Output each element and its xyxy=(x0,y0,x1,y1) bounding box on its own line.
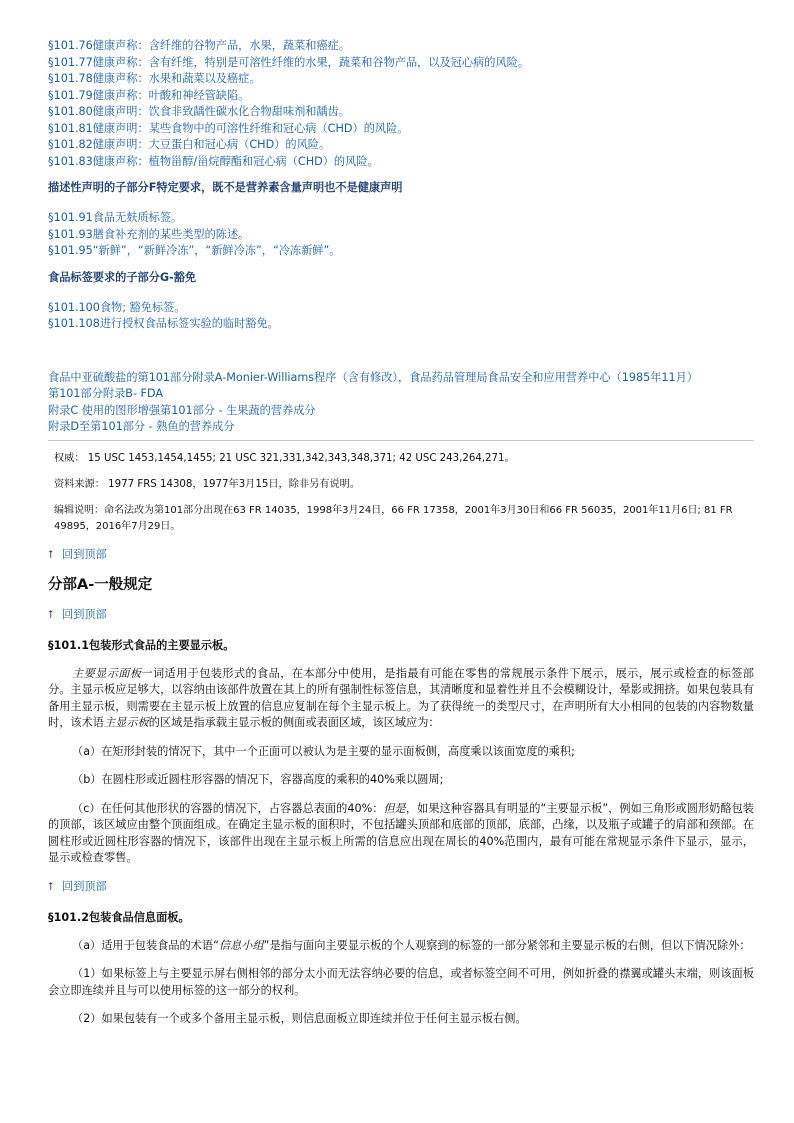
toc-link-appendix-c[interactable]: 附录C 使用的图形增强第101部分 - 生果蔬的营养成分 xyxy=(48,403,316,417)
back-to-top-label[interactable]: 回到顶部 xyxy=(62,879,107,893)
toc-subpart-f xyxy=(48,210,754,260)
back-to-top-link[interactable] xyxy=(48,607,754,623)
section-101-1-item-a: （a）在矩形封装的情况下，其中一个正面可以被认为是主要的显示面板侧，高度乘以该面宽度的乘积; xyxy=(72,744,575,758)
toc-link-101-108[interactable]: §101.108进行授权食品标签实验的临时豁免。 xyxy=(48,317,279,330)
authority-note: 权威： 15 USC 1453,1454,1455; 21 USC 321,331,342,343,348,371; 42 USC 243,264,271。 xyxy=(54,452,515,464)
source-note: 资料来源： 1977 FRS 14308，1977年3月15日，除非另有说明。 xyxy=(54,478,361,490)
term-principal-display-panel: 主要显示面板 xyxy=(72,666,142,680)
editorial-note: 编辑说明：命名法改为第101部分出现在63 FR 14035，1998年3月24日，66 FR 17358，2001年3月30日和66 FR 56035，2001年11月6日; 81 FR 49895，2016年7月29日。 xyxy=(54,504,733,532)
subpart-f-heading: 描述性声明的子部分F特定要求，既不是营养素含量声明也不是健康声明 xyxy=(48,181,403,194)
toc-link-appendix-b[interactable]: 第101部分附录B- FDA xyxy=(48,387,164,400)
toc-link-101-79[interactable]: §101.79健康声称：叶酸和神经管缺陷。 xyxy=(48,88,250,102)
toc-appendices xyxy=(48,370,754,436)
section-101-1-title: §101.1包装形式食品的主要显示板。 xyxy=(48,638,235,652)
toc-link-appendix-d[interactable]: 附录D至第101部分 - 熟鱼的营养成分 xyxy=(48,420,235,433)
toc-link-101-93[interactable]: §101.93膳食补充剂的某些类型的陈述。 xyxy=(48,227,250,241)
toc-subpart-g xyxy=(48,300,754,333)
back-to-top-label[interactable]: 回到顶部 xyxy=(62,547,107,561)
toc-link-101-83[interactable]: §101.83健康声称：植物甾醇/甾烷醇酯和冠心病（CHD）的风险。 xyxy=(48,154,379,168)
toc-link-101-80[interactable]: §101.80健康声明：饮食非致龋性碳水化合物甜味剂和龋齿。 xyxy=(48,105,351,118)
toc-link-101-81[interactable]: §101.81健康声明：某些食物中的可溶性纤维和冠心病（CHD）的风险。 xyxy=(48,121,409,135)
toc-link-101-78[interactable]: §101.78健康声称：水果和蔬菜以及癌症。 xyxy=(48,72,261,85)
toc-link-appendix-a[interactable]: 食品中亚硫酸盐的第101部分附录A-Monier-Williams程序（含有修改），食品药品管理局食品安全和应用营养中心（1985年11月） xyxy=(48,370,699,384)
back-to-top-link[interactable] xyxy=(48,879,754,895)
toc-link-101-76[interactable]: §101.76健康声称：含纤维的谷物产品，水果，蔬菜和癌症。 xyxy=(48,39,351,52)
arrow-up-icon: ⭡ xyxy=(48,547,54,561)
arrow-up-icon: ⭡ xyxy=(48,879,54,893)
toc-link-101-91[interactable]: §101.91食品无麸质标签。 xyxy=(48,211,183,224)
divider xyxy=(48,440,754,441)
subpart-g-heading: 食品标签要求的子部分G-豁免 xyxy=(48,270,197,284)
section-101-2-item-2: （2）如果包装有一个或多个备用主显示板，则信息面板立即连续并位于任何主显示板右侧。 xyxy=(72,1012,527,1025)
section-101-1-item-b: （b）在圆柱形或近圆柱形容器的情况下，容器高度的乘积的40%乘以圆周; xyxy=(72,773,444,786)
section-101-2-title: §101.2包装食品信息面板。 xyxy=(48,910,190,924)
toc-link-101-77[interactable]: §101.77健康声称：含有纤维，特别是可溶性纤维的水果，蔬菜和谷物产品，以及冠心病的风险。 xyxy=(48,55,530,69)
subpart-a-heading: 分部A-一般规定 xyxy=(48,576,153,593)
toc-link-101-82[interactable]: §101.82健康声明：大豆蛋白和冠心病（CHD）的风险。 xyxy=(48,138,331,151)
section-101-2-item-1: （1）如果标签上与主要显示屏右侧相邻的部分太小而无法容纳必要的信息，或者标签空间不可用，例如折叠的襟翼或罐头末端，则该面板会立即连续并且与可以使用标签的这一部分的权利。 xyxy=(48,967,754,997)
toc-health-claims xyxy=(48,38,754,170)
section-101-1-item-c: （c）在任何其他形状的容器的情况下，占容器总表面的40%：但是，如果这种容器具有明显的“主要显示板”，例如三角形或圆形奶酪包装的顶部，该区域应由整个顶面组成。在确定主显示板的面积时，不包括罐头顶部和底部的顶部，底部，凸缘，以及瓶子或罐子的肩部和颈部。在圆柱形或近圆柱形容器的情况下，该部件出现在主显示板上所需的信息应出现在周长的40%范围内，最有可能在常规显示条件下显示，显示，显示或检查零售。 xyxy=(48,801,754,864)
back-to-top-label[interactable]: 回到顶部 xyxy=(62,607,107,621)
section-101-1-intro: 主要显示面板一词适用于包装形式的食品，在本部分中使用，是指最有可能在零售的常规展示条件下展示，展示，展示或检查的标签部分。主显示板应足够大，以容纳由该部件放置在其上的所有强制性标签信息，其清晰度和显着性并且不会模糊设计，晕影或拥挤。如果包装具有备用主显示板，则需要在主显示板上放置的信息应复制在每个主显示板上。为了获得统一的类型尺寸，在声明所有大小相同的包装的内容物数量时，该术语主显示板的区域是指承载主显示板的侧面或表面区域，该区域应为： xyxy=(48,666,754,729)
back-to-top-link[interactable] xyxy=(48,547,754,563)
section-101-2-item-a: （a）适用于包装食品的术语“信息小组”是指与面向主要显示板的个人观察到的标签的一部分紧邻和主要显示板的右侧，但以下情况除外： xyxy=(72,938,751,952)
document-page xyxy=(48,38,754,1028)
arrow-up-icon: ⭡ xyxy=(48,607,54,621)
toc-link-101-100[interactable]: §101.100食物; 豁免标签。 xyxy=(48,300,186,314)
toc-link-101-95[interactable]: §101.95“新鲜”，“新鲜冷冻”，“新鲜冷冻”，“冷冻新鲜”。 xyxy=(48,244,341,257)
